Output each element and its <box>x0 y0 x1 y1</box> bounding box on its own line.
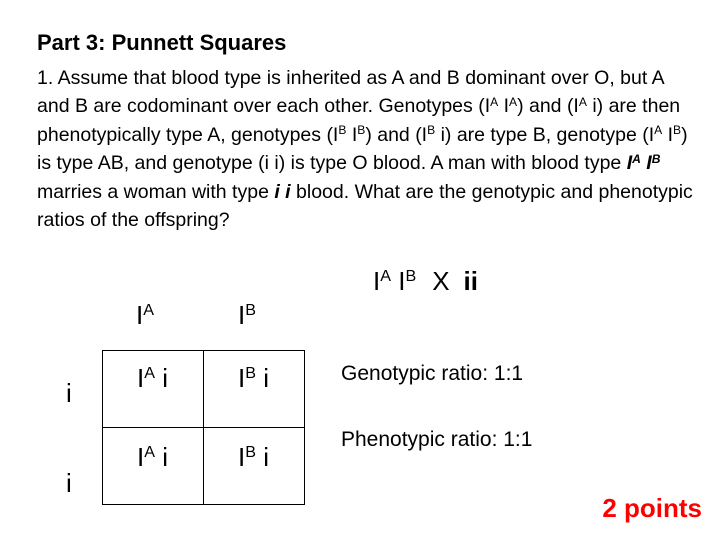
row-header-i-2: i <box>66 468 72 498</box>
column-header-ib: $I^B$ <box>238 300 256 330</box>
punnett-cell: $I^A$ i <box>103 351 204 428</box>
punnett-cell: $I^B$ i <box>204 428 305 505</box>
page-title: Part 3: Punnett Squares <box>37 30 287 55</box>
punnett-row <box>103 428 305 505</box>
row-header-i-1: i <box>66 378 72 408</box>
genotypic-ratio: Genotypic ratio: 1:1 <box>341 362 524 385</box>
phenotypic-ratio: Phenotypic ratio: 1:1 <box>341 428 533 451</box>
punnett-cell: $I^B$ i <box>204 351 305 428</box>
problem-text: 1. Assume that blood type is inherited as A and B dominant over O, but A and B are codominant over each other. Genotypes ($I^A$ $I^A$) and ($I^A$ i) are then phenotypically type A, genotypes ($I^B$ $I^B$) and ($I^B$ i) are type B, genotype ($I^A$ $I^B$) is type AB, and genotype (i i) is type O blood. A man with blood type $I^A$ $I^B$ marries a woman with type i i blood. What are the genotypic and phenotypic ratios of the offspring? <box>37 67 693 232</box>
punnett-square <box>102 350 305 505</box>
punnett-cell: $I^A$ i <box>103 428 204 505</box>
points-label: 2 points <box>602 493 702 523</box>
parental-cross: $I^A$ $I^B$ X ii <box>373 266 478 296</box>
column-header-ia: $I^A$ <box>136 300 154 330</box>
punnett-row <box>103 351 305 428</box>
